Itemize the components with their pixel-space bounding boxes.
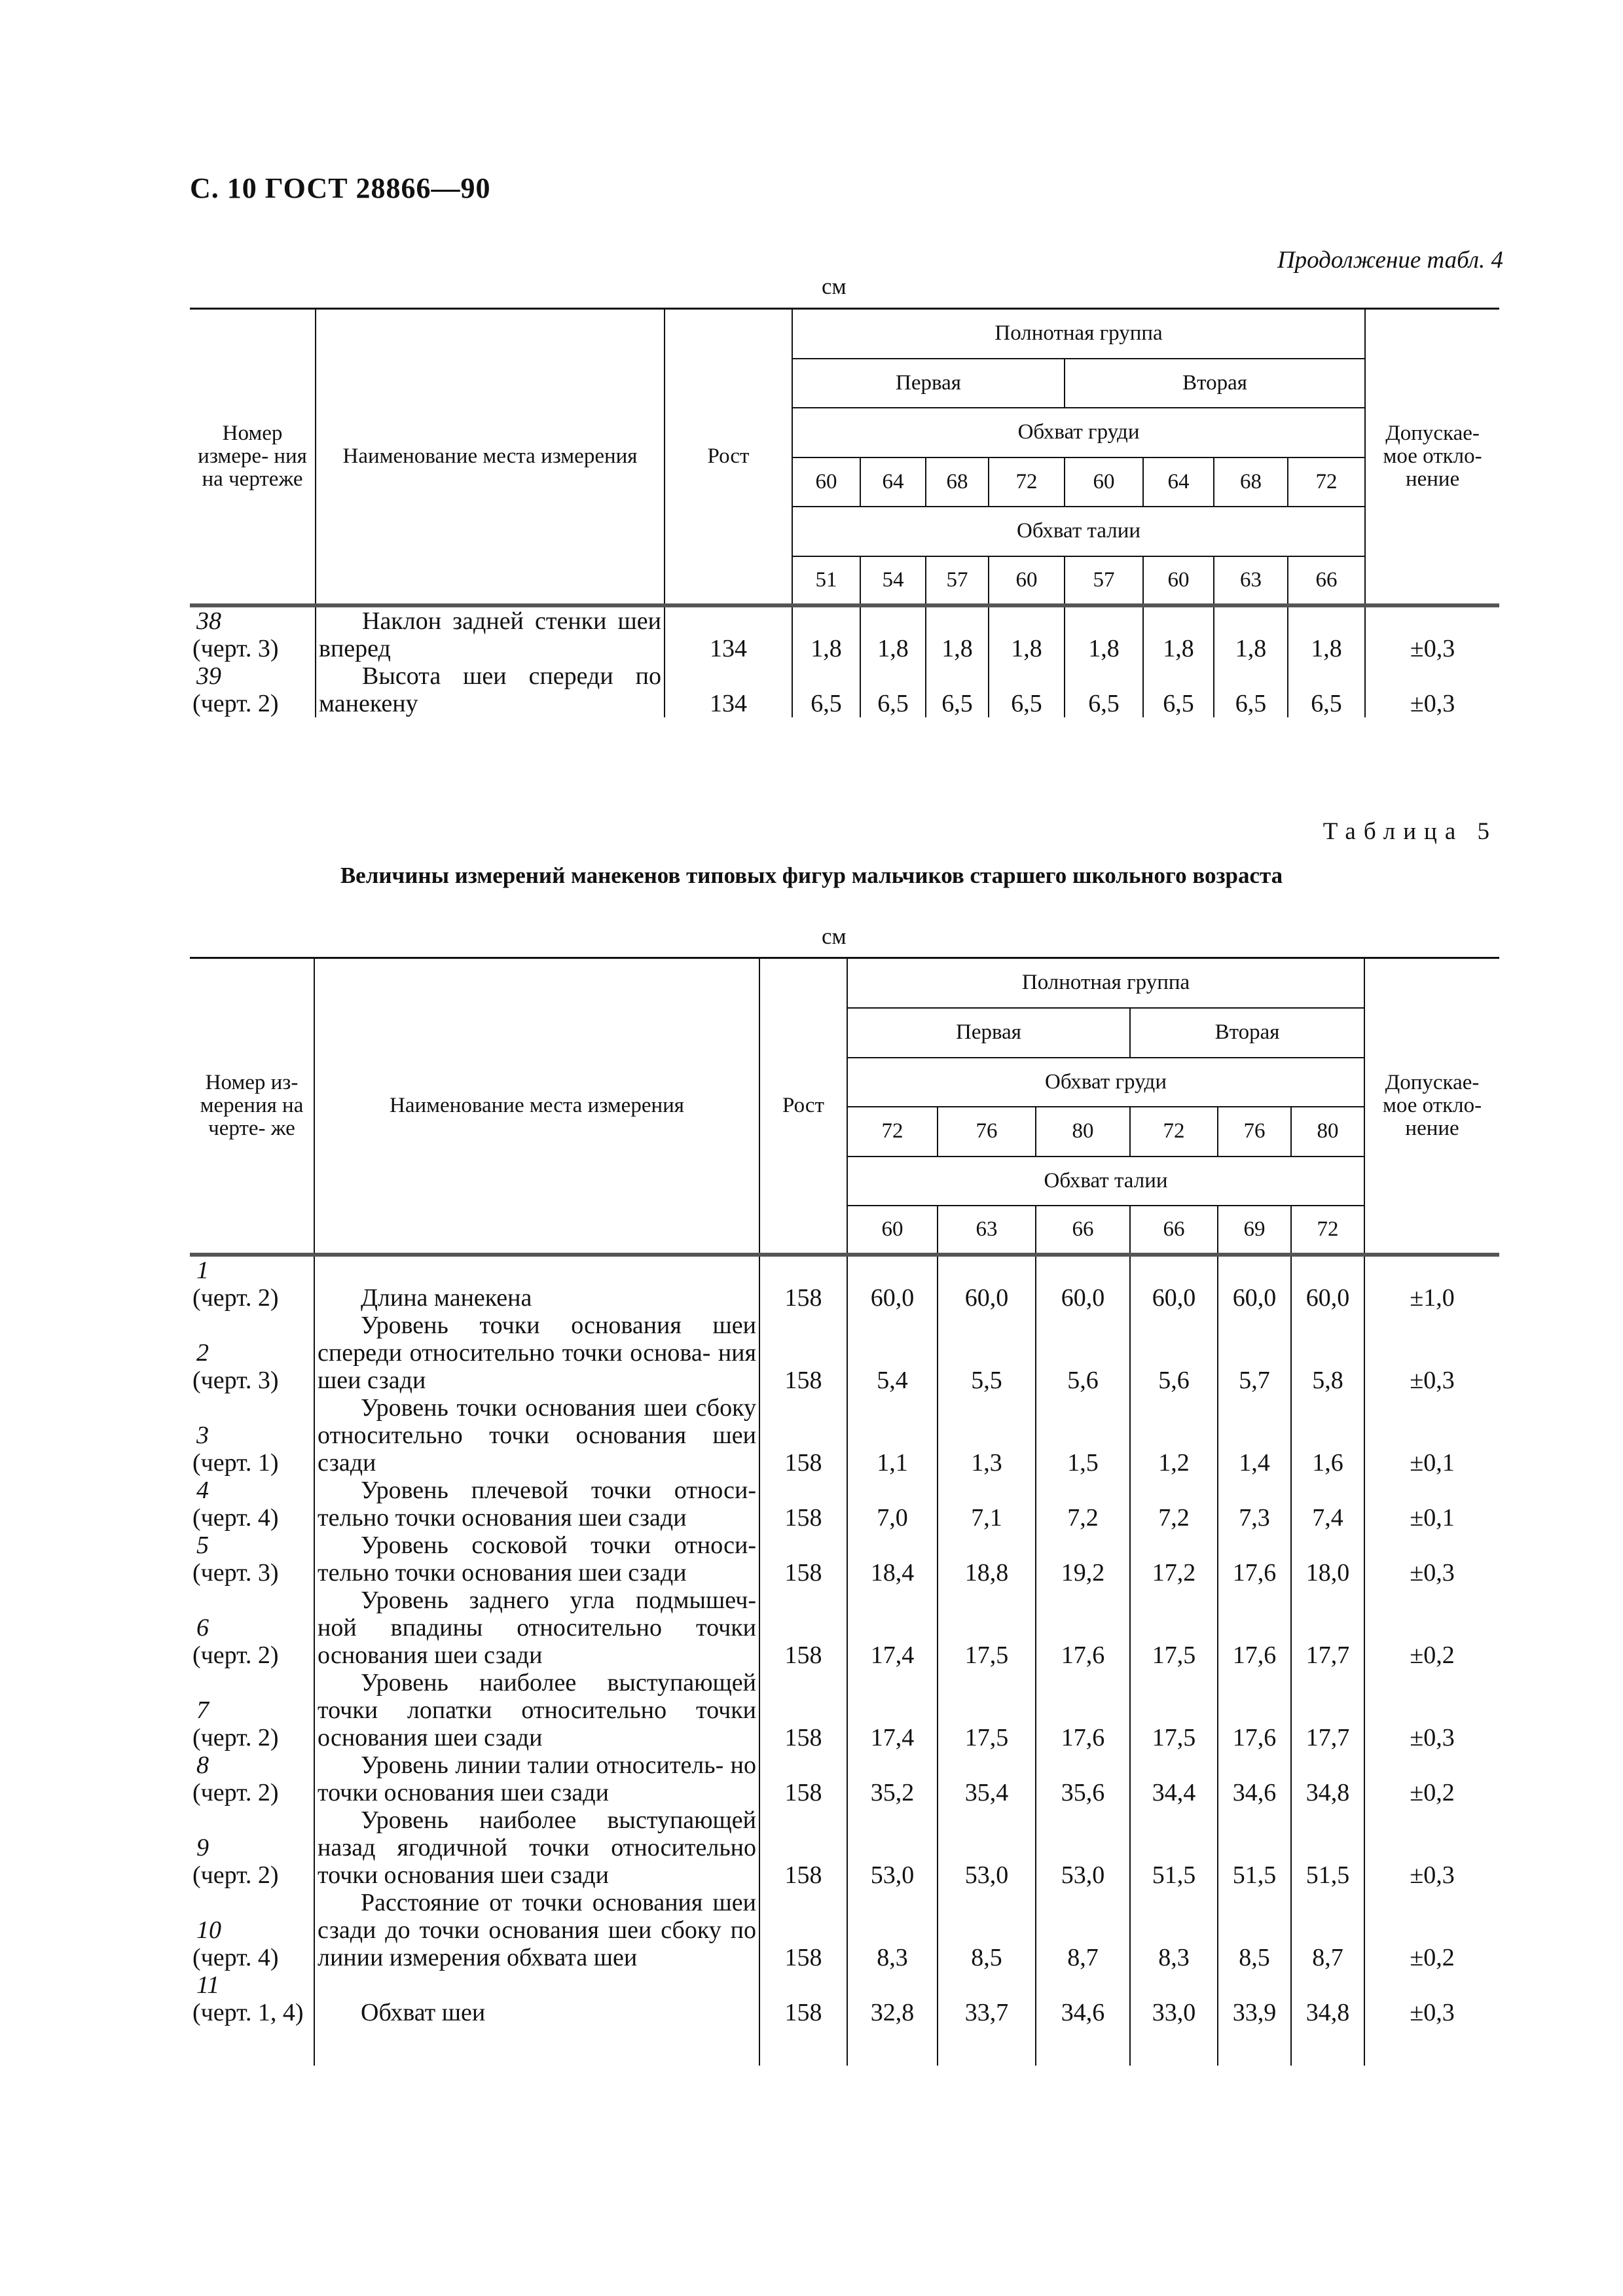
measurement-value: 1,4 [1218, 1394, 1291, 1477]
measurement-name: Уровень линии талии относитель- но точки основания шеи сзади [314, 1751, 759, 1806]
height-value: 158 [759, 1587, 847, 1669]
tolerance-value: ±0,3 [1365, 662, 1499, 717]
table-row [190, 1532, 1499, 1587]
measurement-value: 7,2 [1130, 1477, 1218, 1532]
measurement-value: 17,6 [1218, 1669, 1291, 1751]
header-chest: Обхват груди [847, 1058, 1364, 1107]
measurement-value: 19,2 [1036, 1532, 1130, 1587]
measurement-index: 1 [196, 1256, 209, 1284]
measurement-value: 17,7 [1291, 1587, 1364, 1669]
measurement-number [190, 1806, 314, 1889]
measurement-value: 8,7 [1036, 1889, 1130, 1971]
measurement-value: 6,5 [1143, 662, 1214, 717]
measurement-value: 33,9 [1218, 1971, 1291, 2026]
height-value: 158 [759, 1669, 847, 1751]
measurement-value: 1,8 [1288, 605, 1365, 662]
measurement-name: Обхват шеи [314, 1971, 759, 2026]
table-row [190, 1751, 1499, 1806]
measurement-value: 34,6 [1036, 1971, 1130, 2026]
measurement-name: Высота шеи спереди по манекену [316, 662, 665, 717]
continuation-label: Продолжение табл. 4 [1277, 247, 1503, 274]
waist-value: 60 [1143, 556, 1214, 605]
measurement-value: 60,0 [938, 1255, 1036, 1312]
page-header: С. 10 ГОСТ 28866—90 [190, 172, 491, 204]
chest-value: 68 [926, 457, 989, 507]
tolerance-value: ±0,2 [1364, 1587, 1499, 1669]
chest-value: 80 [1291, 1107, 1364, 1157]
drawing-reference: (черт. 4) [192, 1503, 279, 1532]
table5-unit: см [822, 924, 847, 949]
measurement-name: Длина манекена [314, 1255, 759, 1312]
empty-cell [1291, 2026, 1364, 2066]
measurement-value: 1,8 [1065, 605, 1143, 662]
height-value: 158 [759, 1255, 847, 1312]
header-tolerance: Допускае- мое откло- нение [1365, 309, 1499, 605]
chest-value: 60 [1065, 457, 1143, 507]
header-tolerance: Допускае- мое откло- нение [1364, 958, 1499, 1255]
measurement-value: 1,6 [1291, 1394, 1364, 1477]
drawing-reference: (черт. 3) [192, 1558, 279, 1587]
measurement-value: 34,8 [1291, 1751, 1364, 1806]
table-row [190, 662, 1499, 717]
measurement-value: 53,0 [1036, 1806, 1130, 1889]
measurement-value: 60,0 [1291, 1255, 1364, 1312]
height-value: 158 [759, 1532, 847, 1587]
measurement-value: 5,6 [1130, 1312, 1218, 1394]
measurement-value: 8,3 [1130, 1889, 1218, 1971]
measurement-value: 5,5 [938, 1312, 1036, 1394]
empty-cell [314, 2026, 759, 2066]
measurement-value: 1,8 [1214, 605, 1288, 662]
measurement-value: 60,0 [1218, 1255, 1291, 1312]
header-number: Номер из- мерения на черте- же [190, 958, 314, 1255]
measurement-value: 17,6 [1036, 1669, 1130, 1751]
table-row [190, 1806, 1499, 1889]
measurement-value: 7,0 [847, 1477, 938, 1532]
chest-value: 72 [1288, 457, 1365, 507]
waist-value: 57 [926, 556, 989, 605]
measurement-name: Уровень точки основания шеи сбоку относительно точки основания шеи сзади [314, 1394, 759, 1477]
measurement-index: 11 [196, 1971, 220, 1999]
height-value: 158 [759, 1971, 847, 2026]
height-value: 158 [759, 1806, 847, 1889]
measurement-name: Уровень сосковой точки относи- тельно точки основания шеи сзади [314, 1532, 759, 1587]
measurement-number [190, 1532, 314, 1587]
measurement-value: 34,8 [1291, 1971, 1364, 2026]
measurement-name: Уровень заднего угла подмышеч- ной впадины относительно точки основания шеи сзади [314, 1587, 759, 1669]
measurement-value: 17,5 [1130, 1669, 1218, 1751]
measurement-value: 18,4 [847, 1532, 938, 1587]
chest-value: 64 [860, 457, 926, 507]
chest-value: 64 [1143, 457, 1214, 507]
drawing-reference: (черт. 2) [192, 1723, 279, 1751]
chest-value: 72 [989, 457, 1065, 507]
header-name: Наименование места измерения [316, 309, 665, 605]
measurement-value: 53,0 [938, 1806, 1036, 1889]
waist-value: 66 [1130, 1206, 1218, 1255]
header-fullness-group: Полнотная группа [847, 958, 1364, 1008]
empty-cell [759, 2026, 847, 2066]
header-first-group: Первая [792, 359, 1065, 408]
measurement-value: 5,4 [847, 1312, 938, 1394]
measurement-value: 1,8 [1143, 605, 1214, 662]
measurement-value: 17,7 [1291, 1669, 1364, 1751]
tolerance-value: ±0,3 [1365, 605, 1499, 662]
measurement-value: 1,8 [860, 605, 926, 662]
measurement-name: Уровень плечевой точки относи- тельно точки основания шеи сзади [314, 1477, 759, 1532]
measurement-value: 1,3 [938, 1394, 1036, 1477]
measurement-value: 8,5 [1218, 1889, 1291, 1971]
header-name: Наименование места измерения [314, 958, 759, 1255]
measurement-value: 1,8 [926, 605, 989, 662]
header-second-group: Вторая [1130, 1008, 1364, 1058]
measurement-index: 5 [196, 1531, 209, 1559]
measurement-value: 8,3 [847, 1889, 938, 1971]
drawing-reference: (черт. 3) [192, 1366, 279, 1394]
measurement-number [190, 1751, 314, 1806]
measurement-value: 34,4 [1130, 1751, 1218, 1806]
header-height: Рост [759, 958, 847, 1255]
measurement-value: 1,8 [989, 605, 1065, 662]
tolerance-value: ±0,3 [1364, 1669, 1499, 1751]
measurement-value: 51,5 [1218, 1806, 1291, 1889]
measurement-number [190, 1477, 314, 1532]
measurement-value: 6,5 [860, 662, 926, 717]
measurement-value: 17,6 [1218, 1587, 1291, 1669]
header-waist: Обхват талии [792, 507, 1365, 556]
height-value: 158 [759, 1889, 847, 1971]
height-value: 158 [759, 1751, 847, 1806]
measurement-value: 53,0 [847, 1806, 938, 1889]
tolerance-value: ±0,2 [1364, 1751, 1499, 1806]
measurement-value: 60,0 [847, 1255, 938, 1312]
measurement-value: 6,5 [1288, 662, 1365, 717]
waist-value: 66 [1288, 556, 1365, 605]
header-number: Номер измере- ния на чертеже [190, 309, 316, 605]
header-second-group: Вторая [1065, 359, 1365, 408]
measurement-number [190, 662, 316, 717]
measurement-index: 39 [196, 662, 221, 690]
table-row [190, 1587, 1499, 1669]
table4-unit: см [822, 274, 847, 299]
table-5-label: Таблица 5 [1322, 818, 1497, 845]
measurement-value: 6,5 [792, 662, 860, 717]
chest-value: 60 [792, 457, 860, 507]
header-waist: Обхват талии [847, 1157, 1364, 1206]
measurement-value: 33,7 [938, 1971, 1036, 2026]
measurement-value: 51,5 [1130, 1806, 1218, 1889]
empty-cell [938, 2026, 1036, 2066]
tolerance-value: ±0,3 [1364, 1971, 1499, 2026]
measurement-value: 5,8 [1291, 1312, 1364, 1394]
measurement-value: 34,6 [1218, 1751, 1291, 1806]
drawing-reference: (черт. 2) [192, 1283, 279, 1312]
drawing-reference: (черт. 1) [192, 1448, 279, 1477]
table-row [190, 605, 1499, 662]
measurement-value: 7,1 [938, 1477, 1036, 1532]
measurement-value: 17,4 [847, 1669, 938, 1751]
measurement-value: 17,5 [938, 1587, 1036, 1669]
drawing-reference: (черт. 1, 4) [192, 1998, 304, 2026]
waist-value: 63 [938, 1206, 1036, 1255]
header-height: Рост [665, 309, 792, 605]
header-first-group: Первая [847, 1008, 1130, 1058]
measurement-index: 10 [196, 1916, 221, 1944]
measurement-value: 1,5 [1036, 1394, 1130, 1477]
measurement-number [190, 605, 316, 662]
chest-value: 76 [938, 1107, 1036, 1157]
waist-value: 54 [860, 556, 926, 605]
tolerance-value: ±0,2 [1364, 1889, 1499, 1971]
measurement-value: 8,5 [938, 1889, 1036, 1971]
measurement-value: 60,0 [1036, 1255, 1130, 1312]
height-value: 158 [759, 1394, 847, 1477]
measurement-value: 8,7 [1291, 1889, 1364, 1971]
measurement-number [190, 1312, 314, 1394]
measurement-index: 6 [196, 1613, 209, 1641]
tolerance-value: ±0,1 [1364, 1477, 1499, 1532]
waist-value: 60 [847, 1206, 938, 1255]
drawing-reference: (черт. 2) [192, 689, 279, 717]
measurement-index: 3 [196, 1421, 209, 1449]
drawing-reference: (черт. 3) [192, 634, 279, 662]
measurement-index: 4 [196, 1476, 209, 1504]
measurement-name: Наклон задней стенки шеи вперед [316, 605, 665, 662]
measurement-index: 9 [196, 1833, 209, 1861]
table-row [190, 1255, 1499, 1312]
measurement-name: Уровень наиболее выступающей точки лопатки относительно точки основания шеи сзади [314, 1669, 759, 1751]
tolerance-value: ±0,1 [1364, 1394, 1499, 1477]
measurement-number [190, 1971, 314, 2026]
header-fullness-group: Полнотная группа [792, 309, 1365, 359]
measurement-index: 38 [196, 607, 221, 635]
drawing-reference: (черт. 2) [192, 1778, 279, 1806]
measurement-value: 51,5 [1291, 1806, 1364, 1889]
chest-value: 76 [1218, 1107, 1291, 1157]
table-row [190, 1394, 1499, 1477]
empty-cell [847, 2026, 938, 2066]
measurement-value: 17,4 [847, 1587, 938, 1669]
measurement-value: 6,5 [1065, 662, 1143, 717]
table-bottom-padding [190, 2026, 1499, 2066]
measurement-value: 5,6 [1036, 1312, 1130, 1394]
measurement-name: Уровень наиболее выступающей назад ягодичной точки относительно точки основания шеи сзади [314, 1806, 759, 1889]
measurement-value: 7,4 [1291, 1477, 1364, 1532]
tolerance-value: ±1,0 [1364, 1255, 1499, 1312]
table-row [190, 1889, 1499, 1971]
empty-cell [1218, 2026, 1291, 2066]
measurement-value: 60,0 [1130, 1255, 1218, 1312]
measurement-value: 1,8 [792, 605, 860, 662]
measurement-value: 7,2 [1036, 1477, 1130, 1532]
drawing-reference: (черт. 2) [192, 1641, 279, 1669]
height-value: 134 [665, 605, 792, 662]
chest-value: 72 [847, 1107, 938, 1157]
table-5-title: Величины измерений манекенов типовых фигур мальчиков старшего школьного возраста [340, 863, 1283, 888]
empty-cell [1364, 2026, 1499, 2066]
measurement-value: 33,0 [1130, 1971, 1218, 2026]
measurement-value: 17,6 [1036, 1587, 1130, 1669]
measurement-value: 35,6 [1036, 1751, 1130, 1806]
measurement-value: 18,8 [938, 1532, 1036, 1587]
measurement-name: Уровень точки основания шеи спереди относительно точки основа- ния шеи сзади [314, 1312, 759, 1394]
table-4 [190, 308, 1499, 717]
measurement-value: 17,2 [1130, 1532, 1218, 1587]
empty-cell [1036, 2026, 1130, 2066]
header-chest: Обхват груди [792, 408, 1365, 457]
tolerance-value: ±0,3 [1364, 1806, 1499, 1889]
measurement-number [190, 1394, 314, 1477]
tolerance-value: ±0,3 [1364, 1312, 1499, 1394]
measurement-value: 6,5 [1214, 662, 1288, 717]
waist-value: 72 [1291, 1206, 1364, 1255]
measurement-index: 8 [196, 1751, 209, 1779]
waist-value: 63 [1214, 556, 1288, 605]
empty-cell [190, 2026, 314, 2066]
height-value: 134 [665, 662, 792, 717]
tolerance-value: ±0,3 [1364, 1532, 1499, 1587]
table-5 [190, 957, 1499, 2066]
table-row [190, 1971, 1499, 2026]
measurement-value: 6,5 [926, 662, 989, 717]
table-row [190, 1477, 1499, 1532]
measurement-value: 18,0 [1291, 1532, 1364, 1587]
measurement-number [190, 1889, 314, 1971]
chest-value: 80 [1036, 1107, 1130, 1157]
measurement-index: 2 [196, 1338, 209, 1367]
height-value: 158 [759, 1477, 847, 1532]
measurement-number [190, 1669, 314, 1751]
waist-value: 66 [1036, 1206, 1130, 1255]
drawing-reference: (черт. 4) [192, 1943, 279, 1971]
waist-value: 57 [1065, 556, 1143, 605]
measurement-index: 7 [196, 1696, 209, 1724]
measurement-value: 35,4 [938, 1751, 1036, 1806]
measurement-name: Расстояние от точки основания шеи сзади до точки основания шеи сбоку по линии измерения обхвата шеи [314, 1889, 759, 1971]
measurement-value: 35,2 [847, 1751, 938, 1806]
chest-value: 72 [1130, 1107, 1218, 1157]
waist-value: 60 [989, 556, 1065, 605]
table-row [190, 1312, 1499, 1394]
measurement-value: 7,3 [1218, 1477, 1291, 1532]
empty-cell [1130, 2026, 1218, 2066]
measurement-value: 1,1 [847, 1394, 938, 1477]
table-row [190, 1669, 1499, 1751]
drawing-reference: (черт. 2) [192, 1861, 279, 1889]
waist-value: 69 [1218, 1206, 1291, 1255]
measurement-value: 5,7 [1218, 1312, 1291, 1394]
measurement-value: 6,5 [989, 662, 1065, 717]
chest-value: 68 [1214, 457, 1288, 507]
measurement-value: 17,6 [1218, 1532, 1291, 1587]
waist-value: 51 [792, 556, 860, 605]
height-value: 158 [759, 1312, 847, 1394]
measurement-value: 32,8 [847, 1971, 938, 2026]
measurement-value: 17,5 [1130, 1587, 1218, 1669]
measurement-value: 1,2 [1130, 1394, 1218, 1477]
measurement-number [190, 1587, 314, 1669]
measurement-number [190, 1255, 314, 1312]
measurement-value: 17,5 [938, 1669, 1036, 1751]
